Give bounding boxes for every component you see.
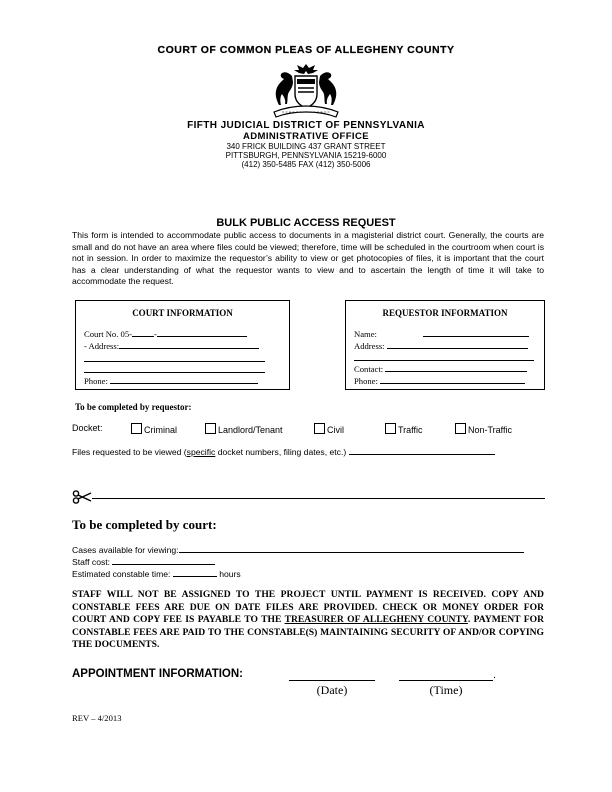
address-line-2: PITTSBURGH, PENNSYLVANIA 15219-6000 bbox=[225, 151, 387, 160]
staff-cost-label: Staff cost: bbox=[72, 557, 111, 567]
scissors-icon bbox=[72, 490, 92, 504]
requestor-name-label: Name: bbox=[354, 329, 377, 339]
requestor-phone-label: Phone: bbox=[354, 376, 378, 386]
checkbox-civil[interactable] bbox=[314, 423, 325, 434]
court-address-field-2[interactable] bbox=[84, 361, 265, 362]
court-no-label: Court No. 05- bbox=[84, 329, 132, 339]
cases-available-field[interactable] bbox=[179, 552, 524, 553]
time-caption: (Time) bbox=[429, 683, 463, 697]
checkbox-criminal[interactable] bbox=[131, 423, 142, 434]
requestor-address-field-2[interactable] bbox=[354, 360, 534, 361]
appointment-label: APPOINTMENT INFORMATION: bbox=[72, 668, 243, 680]
treasurer-text: TREASURER OF ALLEGHENY COUNTY bbox=[284, 614, 468, 626]
appointment-date-field[interactable] bbox=[289, 680, 375, 681]
docket-option-traffic[interactable]: Traffic bbox=[385, 423, 423, 435]
requestor-section-label: To be completed by requestor: bbox=[75, 402, 192, 412]
specific-word: specific bbox=[186, 447, 216, 457]
staff-cost-field[interactable] bbox=[112, 564, 215, 565]
constable-time-label: Estimated constable time: bbox=[72, 569, 171, 579]
administrative-office: ADMINISTRATIVE OFFICE bbox=[243, 131, 369, 142]
docket-option-non-traffic[interactable]: Non-Traffic bbox=[455, 423, 512, 435]
cut-line bbox=[92, 498, 545, 499]
requestor-address-field[interactable] bbox=[387, 348, 528, 349]
requestor-phone-field[interactable] bbox=[380, 383, 525, 384]
files-requested-field[interactable] bbox=[349, 454, 495, 455]
court-information-box: COURT INFORMATION Court No. 05- - - Address: Phone: bbox=[75, 300, 290, 390]
appointment-period: . bbox=[493, 669, 497, 681]
date-caption: (Date) bbox=[316, 683, 348, 697]
docket-label: Docket: bbox=[72, 423, 103, 433]
hours-label: hours bbox=[219, 569, 241, 579]
pennsylvania-seal-icon bbox=[268, 62, 344, 120]
docket-option-landlord-tenant[interactable]: Landlord/Tenant bbox=[205, 423, 283, 435]
checkbox-non-traffic[interactable] bbox=[455, 423, 466, 434]
court-address-label: - Address: bbox=[84, 341, 120, 351]
requestor-address-label: Address: bbox=[354, 341, 385, 351]
payment-notice: STAFF WILL NOT BE ASSIGNED TO THE PROJECT UNTIL PAYMENT IS RECEIVED. COPY AND CONSTABLE FEES ARE DUE ON DATE FILES ARE PROVIDED. CHECK OR MONEY ORDER FOR COURT AND COPY FEE IS PAYABLE TO THE TREASURER OF ALLEGHENY COUNTY. PAYMENT FOR CONSTABLE FEES ARE PAID TO THE CONSTABLE(S) MAINTAINING SECURITY OF AND/OR COPYING THE DOCUMENTS. bbox=[72, 589, 544, 651]
intro-paragraph: This form is intended to accommodate public access to documents in a magisterial district court. Generally, the courts are small and do not have an area where files could be viewed; therefore, time will be scheduled in the courtroom when court is not in session. In order to maximize the requestor’s ability to view or get photocopies of files, it is important that the court has a clear understanding of what the requestor wants to view and to ascertain the length of time it will take to accommodate the request. bbox=[72, 230, 544, 286]
files-requested-row: Files requested to be viewed (specific docket numbers, filing dates, etc.) bbox=[72, 447, 495, 457]
requestor-information-box bbox=[345, 300, 545, 390]
court-phone-field[interactable] bbox=[110, 383, 258, 384]
court-information-title: COURT INFORMATION bbox=[132, 308, 233, 318]
court-address-field[interactable] bbox=[119, 348, 259, 349]
requestor-information-title: REQUESTOR INFORMATION bbox=[382, 308, 508, 318]
docket-option-civil[interactable]: Civil bbox=[314, 423, 344, 435]
constable-time-field[interactable] bbox=[173, 576, 217, 577]
phone-fax-line: (412) 350-5485 FAX (412) 350-5006 bbox=[241, 160, 371, 169]
requestor-contact-label: Contact: bbox=[354, 364, 384, 374]
appointment-time-field[interactable] bbox=[399, 680, 493, 681]
docket-option-criminal[interactable]: Criminal bbox=[131, 423, 177, 435]
checkbox-traffic[interactable] bbox=[385, 423, 396, 434]
court-phone-label: Phone: bbox=[84, 376, 108, 386]
court-no-field-2[interactable] bbox=[157, 336, 247, 337]
court-section-label: To be completed by court: bbox=[72, 517, 217, 532]
cases-available-label: Cases available for viewing: bbox=[72, 545, 179, 555]
judicial-district: FIFTH JUDICIAL DISTRICT OF PENNSYLVANIA bbox=[187, 120, 425, 131]
requestor-name-field[interactable] bbox=[423, 336, 529, 337]
court-address-field-3[interactable] bbox=[84, 372, 265, 373]
court-name: COURT OF COMMON PLEAS OF ALLEGHENY COUNTY bbox=[157, 44, 455, 56]
checkbox-landlord-tenant[interactable] bbox=[205, 423, 216, 434]
address-line-1: 340 FRICK BUILDING 437 GRANT STREET bbox=[226, 142, 386, 151]
court-no-field-1[interactable] bbox=[132, 336, 154, 337]
revision-label: REV – 4/2013 bbox=[72, 713, 122, 723]
requestor-contact-field[interactable] bbox=[385, 371, 527, 372]
form-title: BULK PUBLIC ACCESS REQUEST bbox=[216, 217, 396, 229]
